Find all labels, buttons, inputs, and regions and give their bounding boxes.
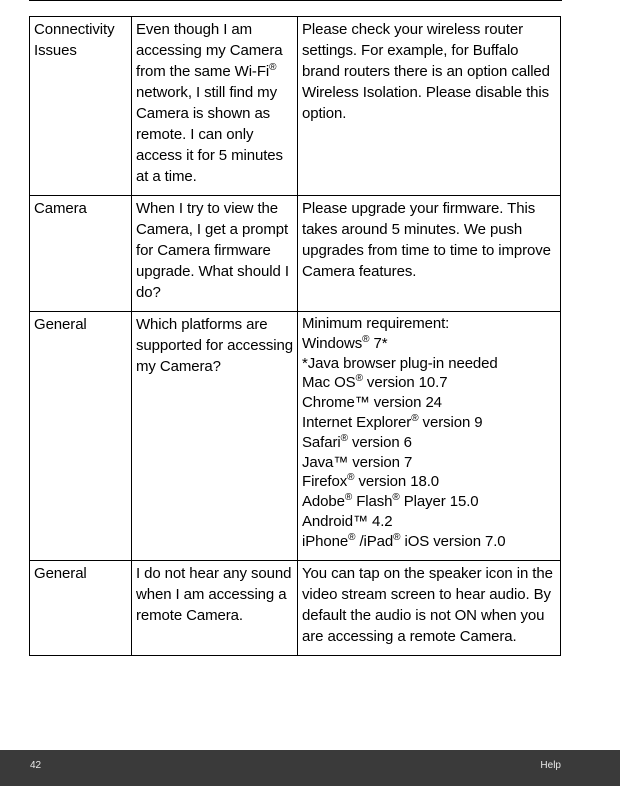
question-text: When I try to view the Camera, I get a prompt for Camera firmware upgrade. What should I do? xyxy=(136,200,289,301)
question-text: Even though I am accessing my Camera from the same Wi-Fi® network, I still find my Camera is shown as remote. I can only access it for 5 minutes at a time. xyxy=(136,21,283,185)
section-name: Help xyxy=(540,760,561,771)
topic-text: General xyxy=(34,316,87,333)
answer-line: iPhone® /iPad® iOS version 7.0 xyxy=(302,531,506,550)
question-cell xyxy=(132,17,298,196)
answer-text: Please upgrade your firmware. This takes around 5 minutes. We push upgrades from time to time to improve Camera features. xyxy=(302,200,551,280)
answer-line: Firefox® version 18.0 xyxy=(302,472,440,491)
answer-line: Minimum requirement: xyxy=(302,315,450,332)
topic-text: Connectivity Issues xyxy=(34,21,115,59)
topic-cell xyxy=(30,196,132,312)
table-row xyxy=(30,196,561,312)
answer-line: Internet Explorer® version 9 xyxy=(302,412,483,431)
faq-table xyxy=(29,16,561,656)
answer-cell xyxy=(298,312,561,561)
answer-line: Safari® version 6 xyxy=(302,432,412,451)
answer-cell xyxy=(298,560,561,655)
answer-line: Adobe® Flash® Player 15.0 xyxy=(302,492,479,511)
table-row xyxy=(30,312,561,561)
topic-cell xyxy=(30,17,132,196)
question-text: I do not hear any sound when I am accessing a remote Camera. xyxy=(136,564,292,624)
topic-text: Camera xyxy=(34,200,87,217)
answer-text: Please check your wireless router settings. For example, for Buffalo brand routers there is an option called Wireless Isolation. Please disable this option. xyxy=(302,21,550,122)
question-cell xyxy=(132,312,298,561)
table-row xyxy=(30,560,561,655)
answer-line: Android™ 4.2 xyxy=(302,512,393,530)
answer-line: Java™ version 7 xyxy=(302,453,413,471)
answer-line: *Java browser plug-in needed xyxy=(302,354,498,372)
table-row xyxy=(30,17,561,196)
page-footer xyxy=(0,750,620,786)
answer-text: You can tap on the speaker icon in the video stream screen to hear audio. By default the audio is not ON when you are accessing a remote Camera. xyxy=(302,564,553,645)
answer-line: Chrome™ version 24 xyxy=(302,394,442,412)
answer-cell xyxy=(298,17,561,196)
topic-cell xyxy=(30,312,132,561)
top-rule xyxy=(29,0,562,1)
answer-line-list xyxy=(302,314,556,552)
question-cell xyxy=(132,196,298,312)
question-text: Which platforms are supported for accessing my Camera? xyxy=(136,316,293,375)
question-cell xyxy=(132,560,298,655)
topic-cell xyxy=(30,560,132,655)
answer-line: Windows® 7* xyxy=(302,333,388,352)
answer-cell xyxy=(298,196,561,312)
answer-line: Mac OS® version 10.7 xyxy=(302,373,448,392)
topic-text: General xyxy=(34,564,87,582)
page-number: 42 xyxy=(30,760,42,771)
